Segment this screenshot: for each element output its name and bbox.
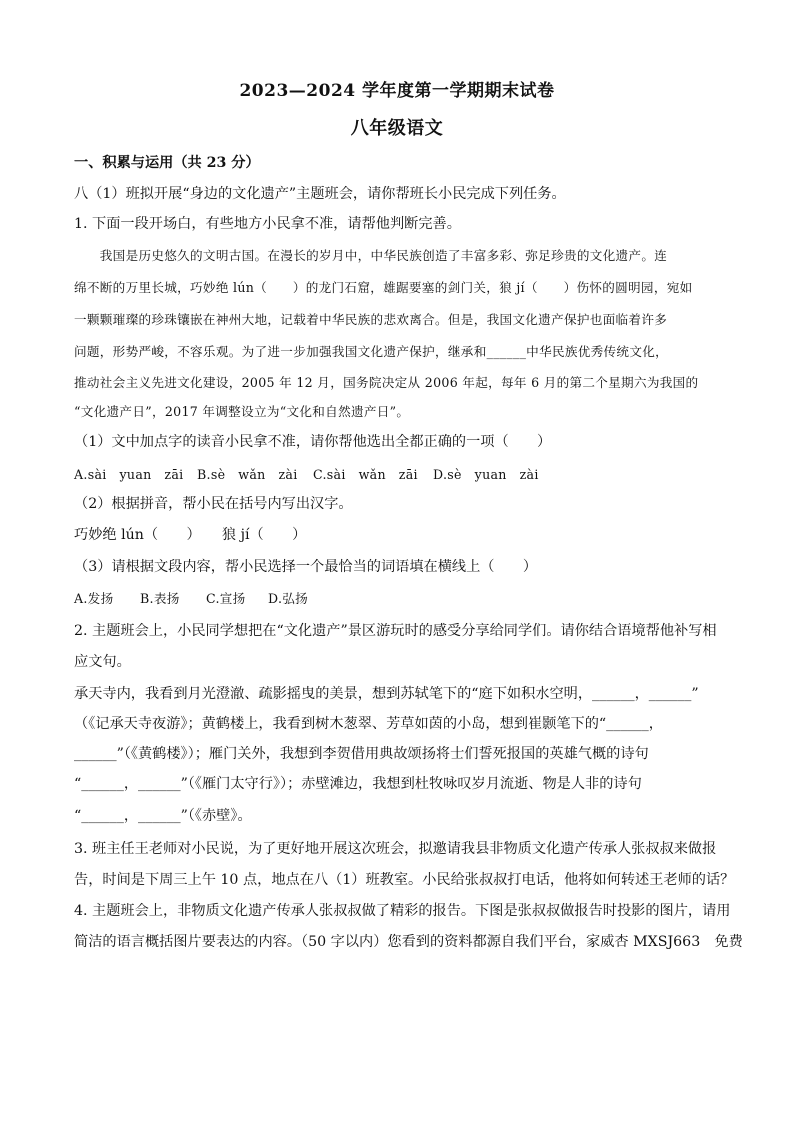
q1-sub2-blanks: 巧妙绝 lún（ ） 狼 jí（ ） — [74, 527, 307, 543]
exam-subtitle: 八年级语文 — [350, 118, 444, 139]
q1-sub3-option-b: B.表扬 — [140, 591, 180, 606]
q2-line: 承天寺内，我看到月光澄澈、疏影摇曳的美景，想到苏轼笔下的“庭下如积水空明，______，______” — [74, 686, 699, 702]
q1-passage-line: 我国是历史悠久的文明古国。在漫长的岁月中，中华民族创造了丰富多彩、弥足珍贵的文化遗产。连 — [74, 248, 668, 263]
q3-line: 告，时间是下周三上午 10 点，地点在八（1）班教室。小民给张叔叔打电话，他将如何转述王老师的话？ — [74, 872, 735, 888]
q2-line: （《记承天寺夜游》；黄鹤楼上，我看到树木葱翠、芳草如茵的小岛，想到崔颢笔下的“______， — [74, 716, 663, 732]
q4-line: 简洁的语言概括图片要表达的内容。（50 字以内）您看到的资料都源自我们平台，家威杏 MXSJ663 免费 — [74, 934, 743, 950]
q1-passage-line: 推动社会主义先进文化建设，2005 年 12 月，国务院决定从 2006 年起，每年 6 月的第二个星期六为我国的 — [74, 375, 699, 390]
q1-passage-line: 一颗颗璀璨的珍珠镶嵌在神州大地，记载着中华民族的悲欢离合。但是，我国文化遗产保护也面临着许多 — [74, 312, 668, 327]
q1-sub1-option-c: C.sài wǎn zāi — [313, 467, 418, 482]
q2-line: 2. 主题班会上，小民同学想把在“文化遗产”景区游玩时的感受分享给同学们。请你结合语境帮他补写相 — [74, 623, 717, 639]
q1-passage-line: “文化遗产日”，2017 年调整设立为“文化和自然遗产日”。 — [74, 404, 410, 419]
q1-sub1: （1）文中加点字的读音小民拿不准，请你帮他选出全都正确的一项（ ） — [74, 434, 552, 450]
q2-line: ______”（《黄鹤楼》）；雁门关外，我想到李贺借用典故颂扬将士们誓死报国的英雄气概的诗句 — [74, 746, 649, 762]
section-heading: 一、积累与运用（共 23 分） — [74, 155, 260, 171]
q1-passage-line: 问题，形势严峻，不容乐观。为了进一步加强我国文化遗产保护，继承和______中华民族优秀传统文化， — [74, 344, 669, 359]
q1-sub3-option-a: A.发扬 — [74, 591, 114, 606]
q2-line: “______，______”（《赤壁》。 — [74, 808, 252, 824]
q1-sub1-option-b: B.sè wǎn zài — [197, 467, 298, 482]
q1-passage-line: 绵不断的万里长城，巧妙绝 lún（ ）的龙门石窟，雄踞要塞的剑门关，狼 jí（ ）伤怀的圆明园，宛如 — [74, 280, 693, 295]
q1-sub1-option-d: D.sè yuan zài — [433, 467, 539, 482]
q2-line: “______，______”（《雁门太守行》）；赤壁滩边，我想到杜牧咏叹岁月流逝、物是人非的诗句 — [74, 776, 642, 792]
q1-sub2: （2）根据拼音，帮小民在括号内写出汉字。 — [74, 496, 353, 512]
intro-text: 八（1）班拟开展“身边的文化遗产”主题班会，请你帮班长小民完成下列任务。 — [74, 186, 566, 202]
q1-sub3-option-d: D.弘扬 — [268, 591, 309, 606]
q4-line: 4. 主题班会上，非物质文化遗产传承人张叔叔做了精彩的报告。下图是张叔叔做报告时投影的图片，请用 — [74, 903, 731, 919]
q2-line: 应文句。 — [74, 654, 131, 670]
q3-line: 3. 班主任王老师对小民说，为了更好地开展这次班会，拟邀请我县非物质文化遗产传承人张叔叔来做报 — [74, 841, 717, 857]
q1-stem: 1. 下面一段开场白，有些地方小民拿不准，请帮他判断完善。 — [74, 216, 461, 232]
q1-sub1-option-a: A.sài yuan zāi — [74, 467, 184, 482]
q1-sub3: （3）请根据文段内容，帮小民选择一个最恰当的词语填在横线上（ ） — [74, 559, 538, 575]
exam-title: 2023—2024 学年度第一学期期末试卷 — [239, 81, 555, 101]
q1-sub3-option-c: C.宣扬 — [206, 591, 246, 606]
